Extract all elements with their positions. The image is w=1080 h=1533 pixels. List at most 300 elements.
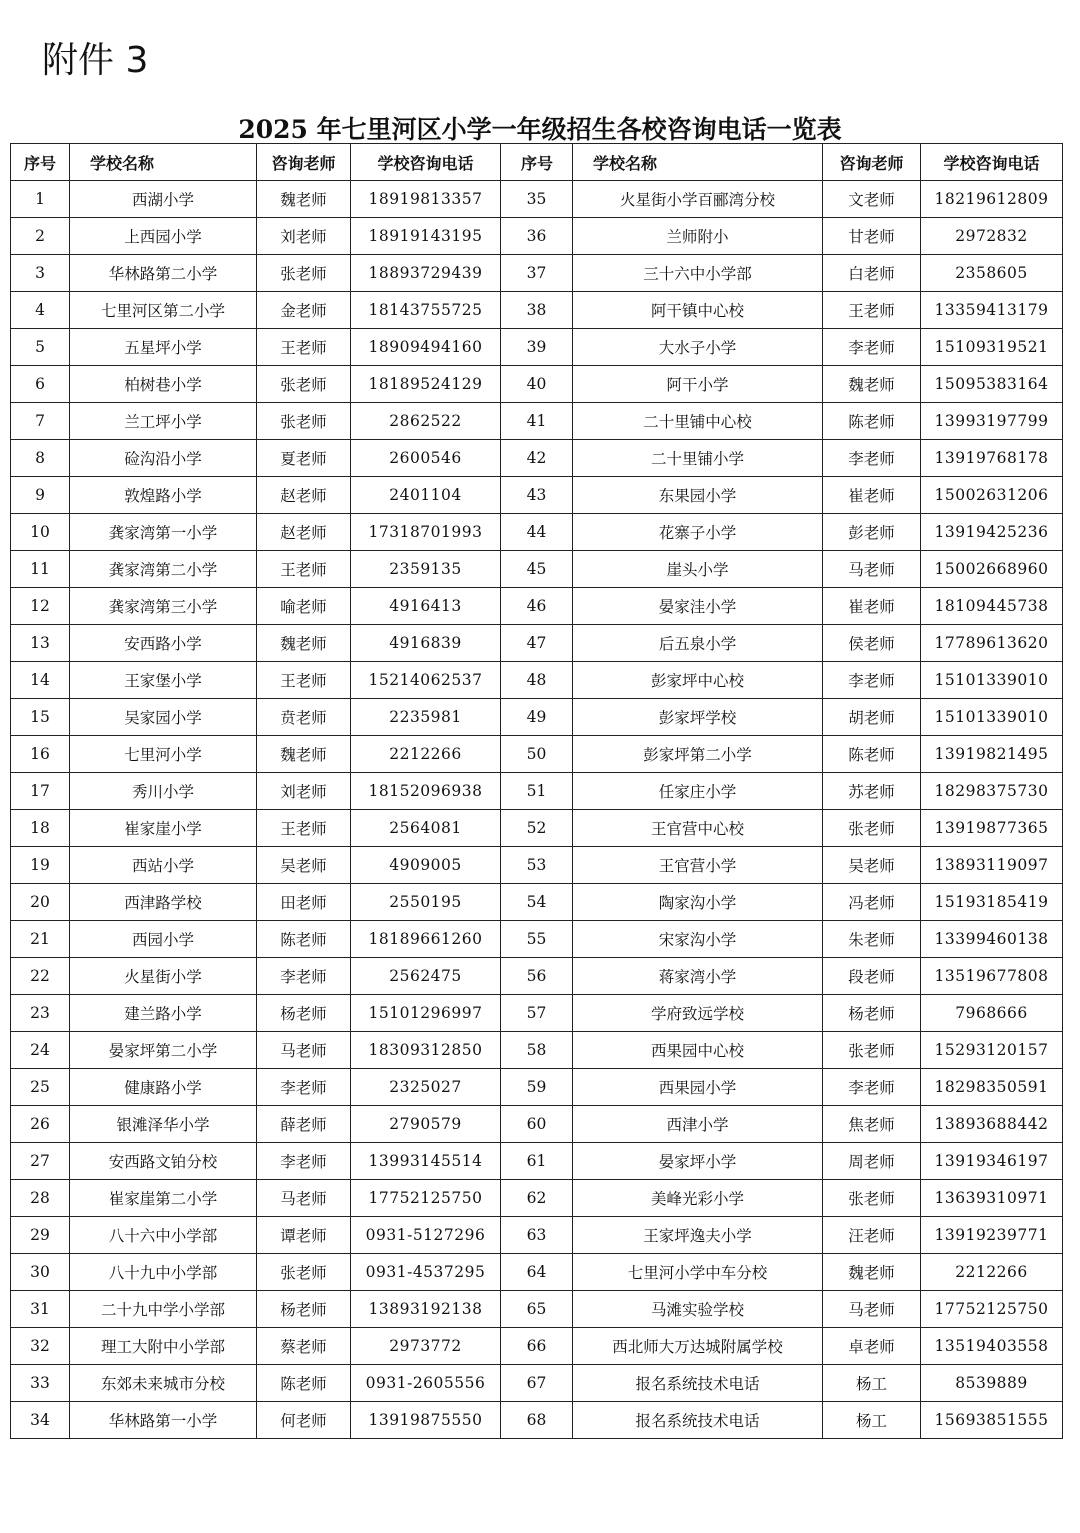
cell-phone: 7968666 [921,995,1063,1032]
cell-phone: 4909005 [351,847,501,884]
cell-teacher: 焦老师 [823,1106,921,1143]
cell-phone: 18298350591 [921,1069,1063,1106]
cell-seq: 57 [501,995,573,1032]
cell-teacher: 田老师 [257,884,351,921]
cell-seq: 66 [501,1328,573,1365]
cell-seq: 1 [11,181,70,218]
table-row [11,255,1063,292]
table-row [11,1143,1063,1180]
cell-seq: 6 [11,366,70,403]
cell-seq: 23 [11,995,70,1032]
cell-teacher: 赵老师 [257,514,351,551]
cell-seq: 3 [11,255,70,292]
cell-school-name: 西果园小学 [573,1069,823,1106]
cell-phone: 13919821495 [921,736,1063,773]
cell-school-name: 任家庄小学 [573,773,823,810]
cell-school-name: 龚家湾第一小学 [70,514,257,551]
cell-seq: 15 [11,699,70,736]
cell-seq: 12 [11,588,70,625]
table-row [11,1069,1063,1106]
cell-school-name: 龚家湾第三小学 [70,588,257,625]
attachment-label: 附件 3 [42,40,149,81]
cell-seq: 11 [11,551,70,588]
cell-phone: 2862522 [351,403,501,440]
cell-seq: 4 [11,292,70,329]
cell-school-name: 晏家坪小学 [573,1143,823,1180]
page-title: 2025 年七里河区小学一年级招生各校咨询电话一览表 [238,115,842,144]
cell-teacher: 马老师 [257,1032,351,1069]
table-row [11,1254,1063,1291]
cell-teacher: 金老师 [257,292,351,329]
cell-phone: 2401104 [351,477,501,514]
cell-school-name: 火星街小学 [70,958,257,995]
cell-school-name: 硷沟沿小学 [70,440,257,477]
cell-teacher: 段老师 [823,958,921,995]
cell-teacher: 张老师 [257,403,351,440]
cell-school-name: 晏家坪第二小学 [70,1032,257,1069]
cell-school-name: 西津小学 [573,1106,823,1143]
cell-phone: 2235981 [351,699,501,736]
cell-seq: 7 [11,403,70,440]
cell-phone: 2973772 [351,1328,501,1365]
cell-seq: 27 [11,1143,70,1180]
cell-school-name: 崔家崖第二小学 [70,1180,257,1217]
cell-seq: 32 [11,1328,70,1365]
cell-school-name: 八十六中小学部 [70,1217,257,1254]
cell-phone: 2212266 [921,1254,1063,1291]
cell-school-name: 马滩实验学校 [573,1291,823,1328]
consult-phone-table [10,143,1063,1439]
cell-phone: 15193185419 [921,884,1063,921]
cell-seq: 68 [501,1402,573,1439]
cell-teacher: 薛老师 [257,1106,351,1143]
cell-school-name: 王家坪逸夫小学 [573,1217,823,1254]
cell-school-name: 华林路第一小学 [70,1402,257,1439]
cell-school-name: 七里河小学 [70,736,257,773]
cell-school-name: 西园小学 [70,921,257,958]
table-row [11,1291,1063,1328]
cell-seq: 47 [501,625,573,662]
cell-seq: 5 [11,329,70,366]
header-school-name: 学校名称 [573,144,823,181]
cell-seq: 64 [501,1254,573,1291]
cell-school-name: 理工大附中小学部 [70,1328,257,1365]
cell-teacher: 魏老师 [823,1254,921,1291]
cell-teacher: 李老师 [823,329,921,366]
cell-teacher: 杨老师 [823,995,921,1032]
cell-school-name: 王官营小学 [573,847,823,884]
cell-teacher: 杨工 [823,1402,921,1439]
cell-phone: 17752125750 [921,1291,1063,1328]
cell-phone: 18919813357 [351,181,501,218]
cell-school-name: 安西路文铂分校 [70,1143,257,1180]
table-row [11,995,1063,1032]
table-row [11,1217,1063,1254]
cell-teacher: 陈老师 [823,736,921,773]
cell-phone: 4916839 [351,625,501,662]
cell-seq: 28 [11,1180,70,1217]
cell-school-name: 大水子小学 [573,329,823,366]
cell-seq: 13 [11,625,70,662]
cell-teacher: 夏老师 [257,440,351,477]
cell-school-name: 西果园中心校 [573,1032,823,1069]
cell-seq: 43 [501,477,573,514]
table-row [11,366,1063,403]
header-seq: 序号 [501,144,573,181]
cell-teacher: 周老师 [823,1143,921,1180]
cell-seq: 16 [11,736,70,773]
cell-seq: 9 [11,477,70,514]
cell-teacher: 杨工 [823,1365,921,1402]
table-row [11,736,1063,773]
cell-phone: 15095383164 [921,366,1063,403]
cell-phone: 13359413179 [921,292,1063,329]
table-row [11,662,1063,699]
cell-teacher: 马老师 [823,551,921,588]
cell-teacher: 甘老师 [823,218,921,255]
cell-phone: 15693851555 [921,1402,1063,1439]
cell-teacher: 魏老师 [257,736,351,773]
cell-phone: 18909494160 [351,329,501,366]
cell-seq: 26 [11,1106,70,1143]
cell-seq: 67 [501,1365,573,1402]
cell-teacher: 胡老师 [823,699,921,736]
header-teacher: 咨询老师 [823,144,921,181]
cell-seq: 34 [11,1402,70,1439]
cell-seq: 46 [501,588,573,625]
cell-teacher: 张老师 [823,810,921,847]
cell-phone: 13919239771 [921,1217,1063,1254]
cell-teacher: 王老师 [257,810,351,847]
cell-seq: 49 [501,699,573,736]
cell-school-name: 蒋家湾小学 [573,958,823,995]
cell-school-name: 兰工坪小学 [70,403,257,440]
cell-phone: 18189661260 [351,921,501,958]
cell-school-name: 东郊未来城市分校 [70,1365,257,1402]
cell-seq: 55 [501,921,573,958]
cell-phone: 13893192138 [351,1291,501,1328]
cell-school-name: 彭家坪第二小学 [573,736,823,773]
cell-seq: 62 [501,1180,573,1217]
cell-teacher: 张老师 [257,366,351,403]
cell-seq: 2 [11,218,70,255]
cell-phone: 2550195 [351,884,501,921]
cell-teacher: 崔老师 [823,588,921,625]
cell-teacher: 汪老师 [823,1217,921,1254]
cell-school-name: 崖头小学 [573,551,823,588]
cell-phone: 13919425236 [921,514,1063,551]
cell-seq: 44 [501,514,573,551]
cell-teacher: 张老师 [257,255,351,292]
cell-phone: 15293120157 [921,1032,1063,1069]
cell-school-name: 西站小学 [70,847,257,884]
cell-teacher: 李老师 [823,440,921,477]
cell-school-name: 崔家崖小学 [70,810,257,847]
table-row [11,440,1063,477]
cell-teacher: 谭老师 [257,1217,351,1254]
cell-seq: 45 [501,551,573,588]
cell-teacher: 刘老师 [257,218,351,255]
cell-teacher: 魏老师 [823,366,921,403]
cell-phone: 15101296997 [351,995,501,1032]
cell-school-name: 银滩泽华小学 [70,1106,257,1143]
cell-phone: 0931-4537295 [351,1254,501,1291]
cell-teacher: 白老师 [823,255,921,292]
cell-seq: 22 [11,958,70,995]
cell-school-name: 柏树巷小学 [70,366,257,403]
cell-teacher: 马老师 [257,1180,351,1217]
cell-phone: 13919877365 [921,810,1063,847]
cell-teacher: 马老师 [823,1291,921,1328]
cell-phone: 13993197799 [921,403,1063,440]
cell-teacher: 卓老师 [823,1328,921,1365]
cell-phone: 0931-5127296 [351,1217,501,1254]
cell-seq: 50 [501,736,573,773]
cell-school-name: 龚家湾第二小学 [70,551,257,588]
cell-teacher: 王老师 [823,292,921,329]
cell-teacher: 王老师 [257,662,351,699]
cell-school-name: 安西路小学 [70,625,257,662]
cell-school-name: 西北师大万达城附属学校 [573,1328,823,1365]
cell-school-name: 秀川小学 [70,773,257,810]
table-row [11,958,1063,995]
cell-school-name: 敦煌路小学 [70,477,257,514]
cell-phone: 13919346197 [921,1143,1063,1180]
cell-teacher: 李老师 [257,1143,351,1180]
cell-phone: 13993145514 [351,1143,501,1180]
table-row [11,773,1063,810]
table-row [11,1180,1063,1217]
cell-school-name: 火星街小学百郦湾分校 [573,181,823,218]
header-phone: 学校咨询电话 [351,144,501,181]
cell-phone: 13639310971 [921,1180,1063,1217]
table-row [11,329,1063,366]
cell-seq: 14 [11,662,70,699]
cell-teacher: 赵老师 [257,477,351,514]
cell-seq: 51 [501,773,573,810]
table-row [11,403,1063,440]
cell-school-name: 陶家沟小学 [573,884,823,921]
cell-teacher: 张老师 [823,1180,921,1217]
cell-school-name: 花寨子小学 [573,514,823,551]
cell-teacher: 何老师 [257,1402,351,1439]
cell-seq: 53 [501,847,573,884]
cell-school-name: 二十里铺小学 [573,440,823,477]
table-row [11,1106,1063,1143]
cell-teacher: 文老师 [823,181,921,218]
cell-phone: 13919875550 [351,1402,501,1439]
cell-seq: 40 [501,366,573,403]
cell-seq: 58 [501,1032,573,1069]
cell-teacher: 李老师 [257,958,351,995]
cell-school-name: 阿干小学 [573,366,823,403]
cell-school-name: 学府致远学校 [573,995,823,1032]
cell-phone: 8539889 [921,1365,1063,1402]
cell-teacher: 侯老师 [823,625,921,662]
cell-phone: 13519677808 [921,958,1063,995]
cell-phone: 15002668960 [921,551,1063,588]
cell-seq: 48 [501,662,573,699]
cell-seq: 10 [11,514,70,551]
cell-school-name: 王家堡小学 [70,662,257,699]
table-row [11,847,1063,884]
cell-teacher: 王老师 [257,329,351,366]
cell-teacher: 陈老师 [257,921,351,958]
cell-phone: 2972832 [921,218,1063,255]
cell-phone: 13919768178 [921,440,1063,477]
cell-teacher: 魏老师 [257,625,351,662]
cell-teacher: 贲老师 [257,699,351,736]
cell-phone: 2564081 [351,810,501,847]
cell-school-name: 王官营中心校 [573,810,823,847]
cell-seq: 37 [501,255,573,292]
table-row [11,292,1063,329]
cell-teacher: 李老师 [823,1069,921,1106]
cell-seq: 56 [501,958,573,995]
cell-teacher: 冯老师 [823,884,921,921]
table-row [11,625,1063,662]
cell-school-name: 二十里铺中心校 [573,403,823,440]
cell-seq: 30 [11,1254,70,1291]
cell-phone: 13893688442 [921,1106,1063,1143]
cell-school-name: 彭家坪中心校 [573,662,823,699]
cell-seq: 24 [11,1032,70,1069]
cell-school-name: 三十六中小学部 [573,255,823,292]
cell-phone: 18143755725 [351,292,501,329]
cell-teacher: 魏老师 [257,181,351,218]
cell-school-name: 报名系统技术电话 [573,1365,823,1402]
cell-school-name: 二十九中学小学部 [70,1291,257,1328]
cell-phone: 0931-2605556 [351,1365,501,1402]
header-teacher: 咨询老师 [257,144,351,181]
cell-phone: 2790579 [351,1106,501,1143]
cell-seq: 63 [501,1217,573,1254]
header-school-name: 学校名称 [70,144,257,181]
cell-school-name: 宋家沟小学 [573,921,823,958]
cell-teacher: 李老师 [823,662,921,699]
cell-seq: 8 [11,440,70,477]
cell-teacher: 王老师 [257,551,351,588]
table-row [11,1365,1063,1402]
cell-seq: 39 [501,329,573,366]
cell-phone: 18219612809 [921,181,1063,218]
cell-school-name: 八十九中小学部 [70,1254,257,1291]
cell-school-name: 晏家洼小学 [573,588,823,625]
cell-school-name: 七里河区第二小学 [70,292,257,329]
cell-seq: 19 [11,847,70,884]
cell-phone: 2359135 [351,551,501,588]
cell-phone: 15002631206 [921,477,1063,514]
cell-seq: 60 [501,1106,573,1143]
cell-phone: 18309312850 [351,1032,501,1069]
cell-seq: 25 [11,1069,70,1106]
cell-teacher: 朱老师 [823,921,921,958]
table-row [11,551,1063,588]
table-row [11,588,1063,625]
cell-school-name: 建兰路小学 [70,995,257,1032]
cell-phone: 2358605 [921,255,1063,292]
cell-teacher: 陈老师 [823,403,921,440]
cell-phone: 17789613620 [921,625,1063,662]
cell-phone: 18919143195 [351,218,501,255]
cell-school-name: 彭家坪学校 [573,699,823,736]
cell-school-name: 报名系统技术电话 [573,1402,823,1439]
cell-seq: 21 [11,921,70,958]
cell-seq: 38 [501,292,573,329]
cell-seq: 65 [501,1291,573,1328]
cell-phone: 15214062537 [351,662,501,699]
cell-school-name: 七里河小学中车分校 [573,1254,823,1291]
cell-phone: 18109445738 [921,588,1063,625]
cell-phone: 4916413 [351,588,501,625]
cell-phone: 15101339010 [921,662,1063,699]
cell-teacher: 吴老师 [257,847,351,884]
cell-seq: 20 [11,884,70,921]
cell-school-name: 东果园小学 [573,477,823,514]
cell-seq: 31 [11,1291,70,1328]
cell-seq: 42 [501,440,573,477]
cell-teacher: 杨老师 [257,995,351,1032]
table-row [11,1402,1063,1439]
cell-seq: 36 [501,218,573,255]
cell-seq: 29 [11,1217,70,1254]
cell-teacher: 张老师 [257,1254,351,1291]
cell-phone: 17752125750 [351,1180,501,1217]
cell-phone: 18189524129 [351,366,501,403]
cell-seq: 52 [501,810,573,847]
cell-teacher: 苏老师 [823,773,921,810]
table-row [11,699,1063,736]
cell-school-name: 上西园小学 [70,218,257,255]
header-phone: 学校咨询电话 [921,144,1063,181]
table-row [11,810,1063,847]
cell-seq: 41 [501,403,573,440]
cell-phone: 13893119097 [921,847,1063,884]
cell-phone: 15101339010 [921,699,1063,736]
cell-seq: 33 [11,1365,70,1402]
table-row [11,884,1063,921]
header-seq: 序号 [11,144,70,181]
cell-school-name: 五星坪小学 [70,329,257,366]
cell-school-name: 后五泉小学 [573,625,823,662]
cell-teacher: 崔老师 [823,477,921,514]
cell-teacher: 杨老师 [257,1291,351,1328]
cell-seq: 35 [501,181,573,218]
cell-school-name: 西津路学校 [70,884,257,921]
cell-phone: 2325027 [351,1069,501,1106]
cell-school-name: 美峰光彩小学 [573,1180,823,1217]
cell-school-name: 健康路小学 [70,1069,257,1106]
cell-teacher: 吴老师 [823,847,921,884]
cell-school-name: 兰师附小 [573,218,823,255]
cell-phone: 2600546 [351,440,501,477]
cell-teacher: 刘老师 [257,773,351,810]
cell-phone: 17318701993 [351,514,501,551]
table-row [11,477,1063,514]
cell-seq: 59 [501,1069,573,1106]
table-row [11,218,1063,255]
cell-teacher: 张老师 [823,1032,921,1069]
cell-seq: 61 [501,1143,573,1180]
cell-seq: 54 [501,884,573,921]
cell-phone: 18893729439 [351,255,501,292]
cell-teacher: 喻老师 [257,588,351,625]
cell-phone: 18298375730 [921,773,1063,810]
cell-teacher: 蔡老师 [257,1328,351,1365]
table-row [11,921,1063,958]
cell-phone: 13399460138 [921,921,1063,958]
cell-phone: 2212266 [351,736,501,773]
